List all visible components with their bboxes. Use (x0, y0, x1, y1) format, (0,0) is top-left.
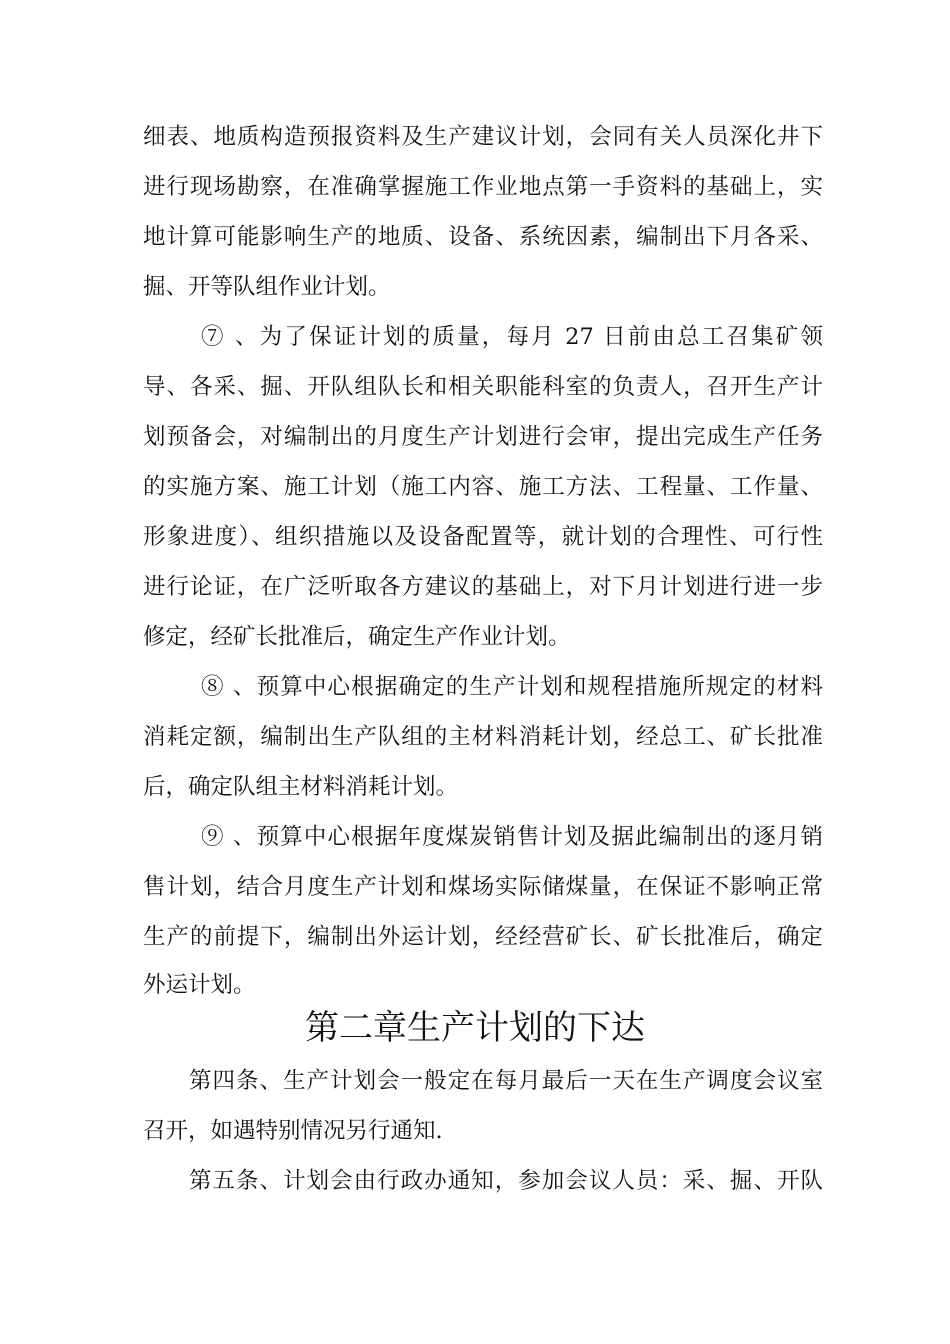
article-4-line: 第四条、生产计划会一般定在每月最后一天在生产调度会议室 (189, 1068, 823, 1094)
body-line: 进行现场勘察，在准确掌握施工作业地点第一手资料的基础上，实 (143, 174, 823, 200)
body-line: 召开，如遇特别情况另行通知. (143, 1118, 443, 1144)
body-line: 导、各采、掘、开队组队长和相关职能科室的负责人，召开生产计 (143, 374, 823, 400)
chapter-heading: 第二章生产计划的下达 (305, 1008, 645, 1048)
body-line: 修定，经矿长批准后，确定生产作业计划。 (143, 624, 571, 650)
body-line: 消耗定额，编制出生产队组的主材料消耗计划，经总工、矿长批准 (143, 724, 823, 750)
body-line: 生产的前提下，编制出外运计划，经经营矿长、矿长批准后，确定 (143, 924, 823, 950)
paragraph-item-9-line: ⑨ 、预算中心根据年度煤炭销售计划及据此编制出的逐月销 (201, 824, 823, 850)
body-line: 的实施方案、施工计划（施工内容、施工方法、工程量、工作量、 (143, 474, 823, 500)
paragraph-item-7-line: ⑦ 、为了保证计划的质量，每月 27 日前由总工召集矿领 (201, 324, 823, 350)
body-line: 外运计划。 (143, 972, 256, 998)
article-5-line: 第五条、计划会由行政办通知，参加会议人员：采、掘、开队 (189, 1168, 823, 1194)
body-line: 进行论证，在广泛听取各方建议的基础上，对下月计划进行进一步 (143, 574, 823, 600)
body-line: 细表、地质构造预报资料及生产建议计划，会同有关人员深化井下 (143, 124, 823, 150)
body-line: 划预备会，对编制出的月度生产计划进行会审，提出完成生产任务 (143, 424, 823, 450)
body-line: 后，确定队组主材料消耗计划。 (143, 774, 459, 800)
body-line: 形象进度）、组织措施以及设备配置等，就计划的合理性、可行性 (143, 524, 823, 550)
paragraph-item-8-line: ⑧ 、预算中心根据确定的生产计划和规程措施所规定的材料 (201, 674, 823, 700)
body-line: 掘、开等队组作业计划。 (143, 274, 391, 300)
body-line: 售计划，结合月度生产计划和煤场实际储煤量，在保证不影响正常 (143, 874, 823, 900)
body-line: 地计算可能影响生产的地质、设备、系统因素，编制出下月各采、 (143, 224, 823, 250)
